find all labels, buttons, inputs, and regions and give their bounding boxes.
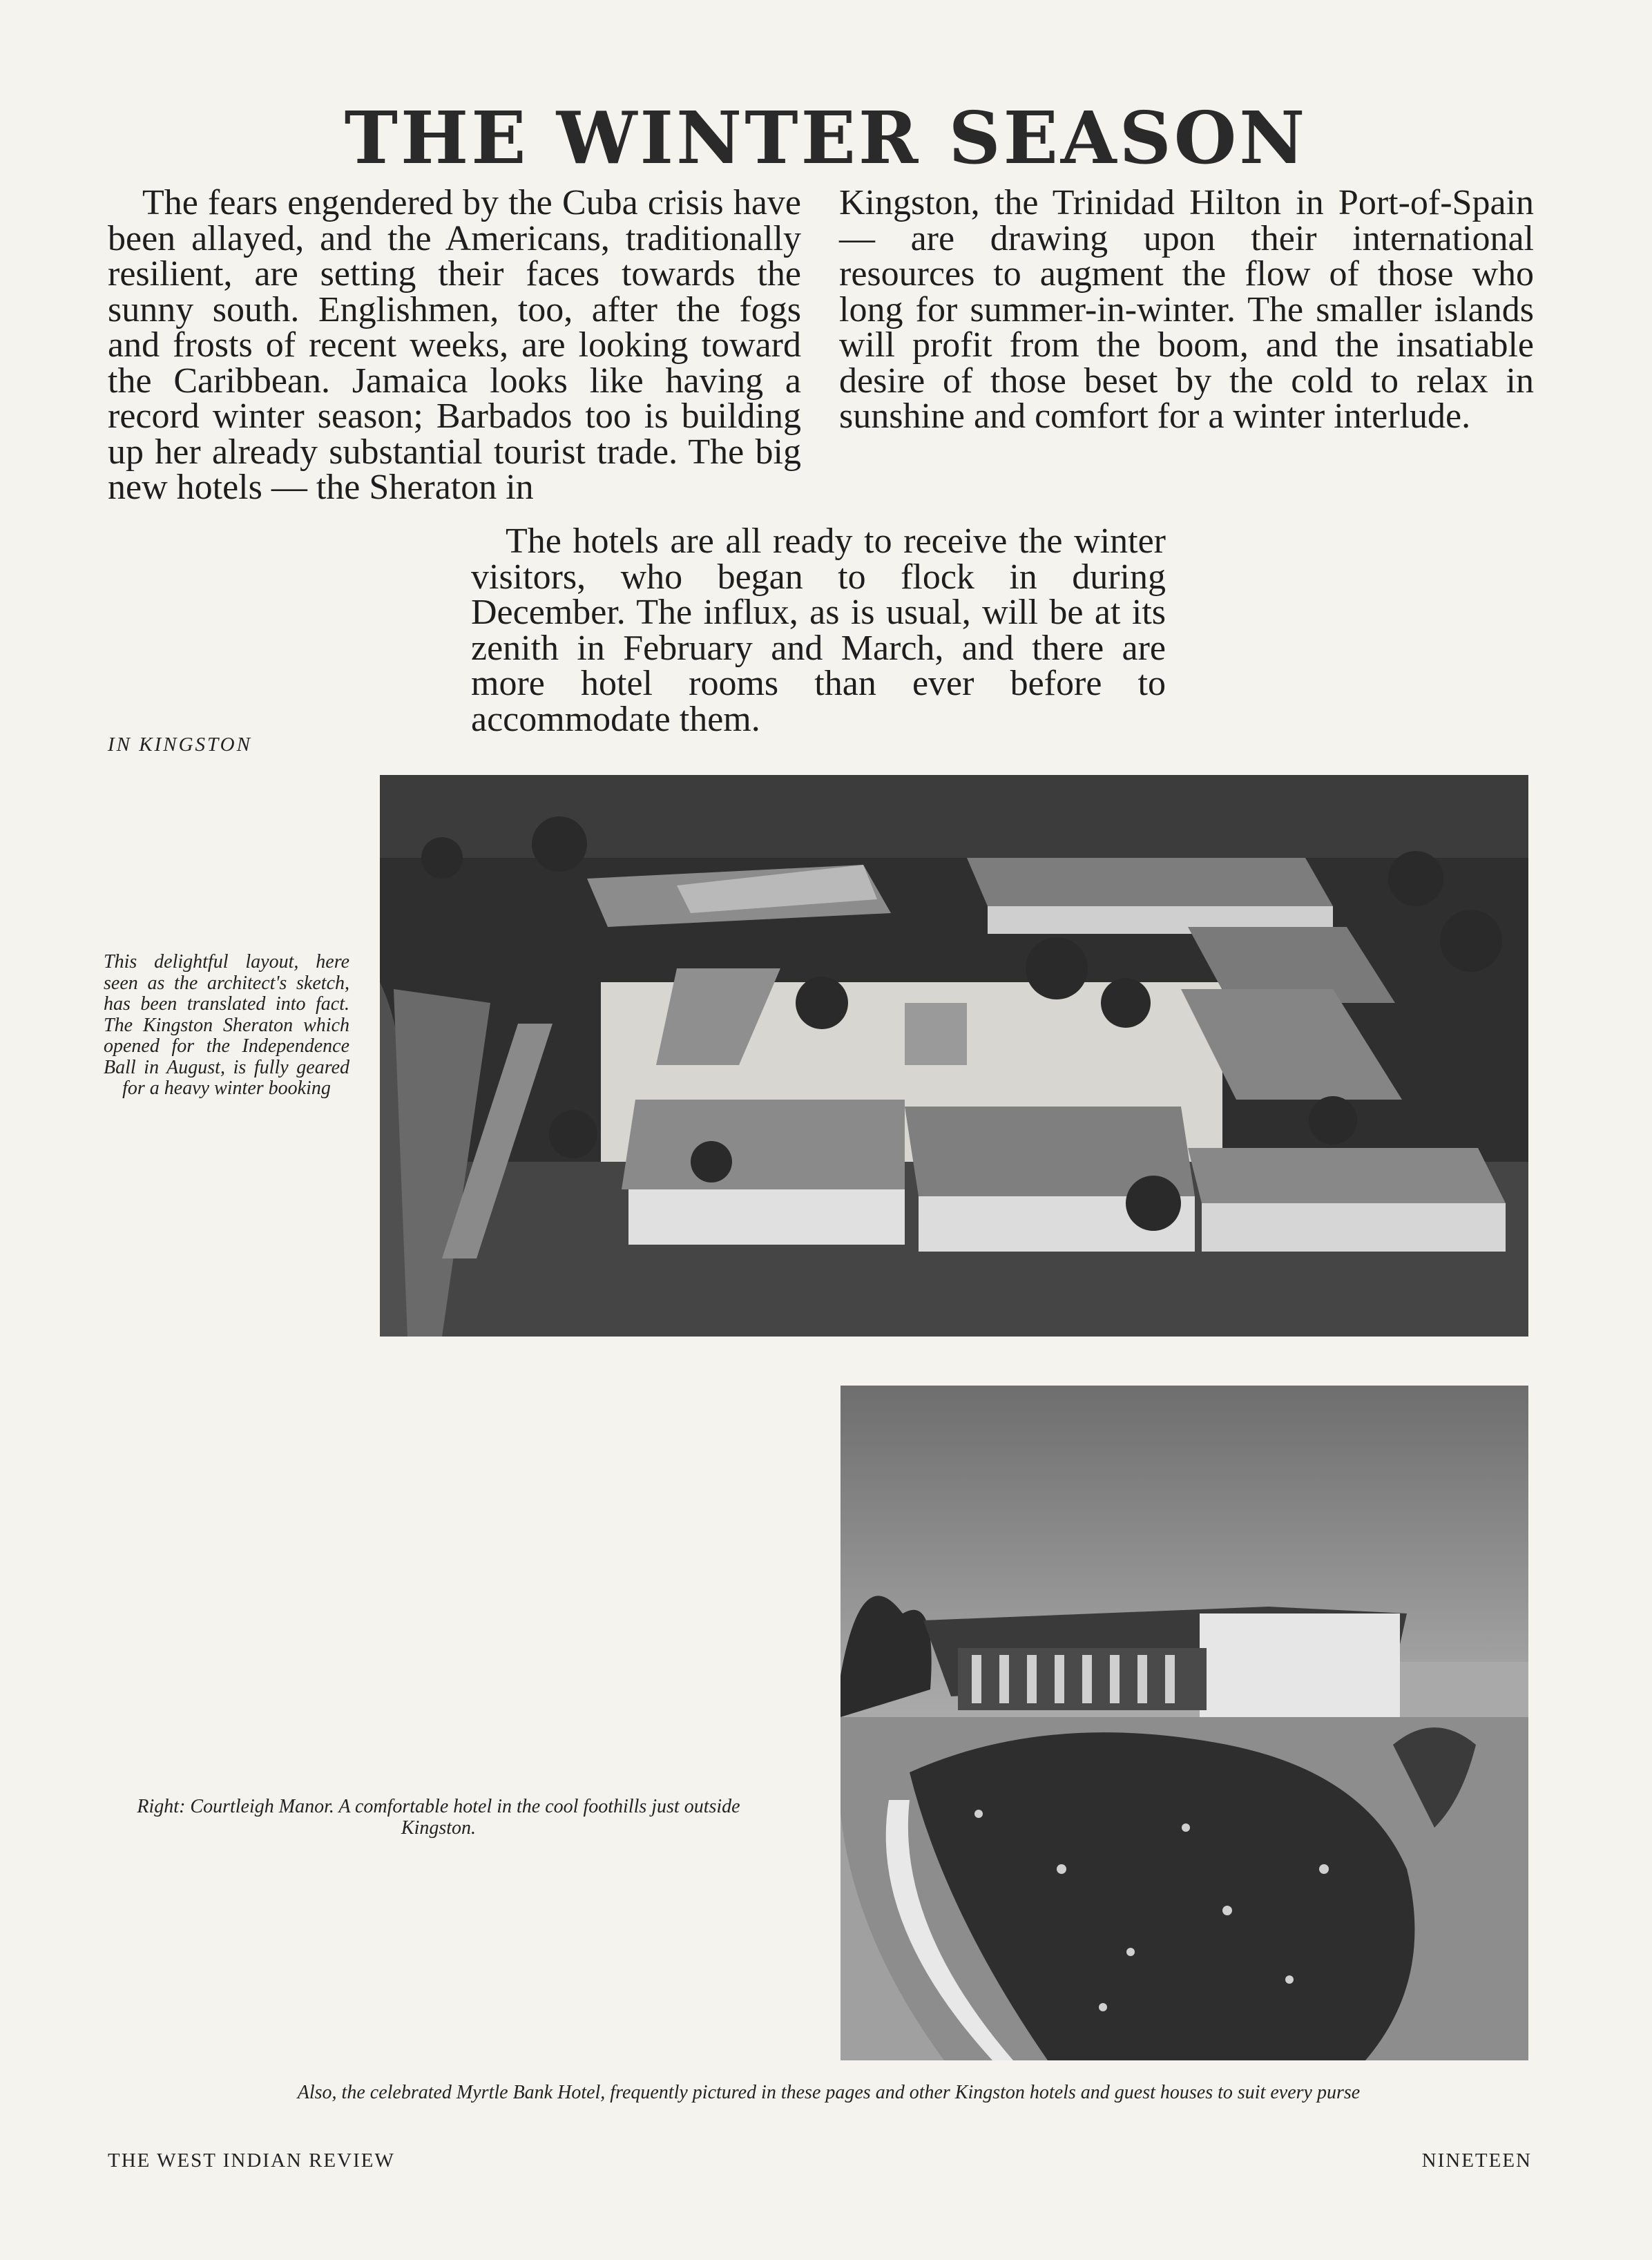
architect-model-image: [380, 775, 1528, 1337]
kingston-sheraton-caption: This delightful layout, here seen as the architect's sketch, has been translated into fact. The Kingston Sheraton which opened for the Independence Ball in August, is fully geared for a heavy winter booking: [104, 951, 349, 1099]
page-number: NINETEEN: [1421, 2149, 1532, 2172]
courtleigh-manor-caption: Right: Courtleigh Manor. A comfortable hotel in the cool foothills just outside Kingston.: [137, 1796, 740, 1839]
courtleigh-manor-photo: [841, 1386, 1528, 2060]
myrtle-bank-caption: Also, the celebrated Myrtle Bank Hotel, frequently pictured in these pages and other Kingston hotels and guest houses to suit every purse: [297, 2082, 1361, 2103]
section-kicker: IN KINGSTON: [108, 734, 252, 756]
publication-name: THE WEST INDIAN REVIEW: [108, 2149, 395, 2172]
courtleigh-manor-image: [841, 1386, 1528, 2060]
intro-left-column: The fears engendered by the Cuba crisis have been allayed, and the Americans, traditionally resilient, are setting their faces towards the sunny south. Englishmen, too, after the fogs and frosts of recent weeks, are looking toward the Caribbean. Jamaica looks like having a record winter season; Barbados too is building up her already substantial tourist trade. The big new hotels — the Sheraton in: [108, 183, 801, 507]
intro-right-column: Kingston, the Trinidad Hilton in Port-of-Spain — are drawing upon their international resources to augment the flow of those who long for summer-in-winter. The smaller islands will profit from the boom, and the insatiable desire of those beset by the cold to relax in sunshine and comfort for a winter interlude.: [839, 183, 1534, 436]
kingston-sheraton-photo: [380, 775, 1528, 1337]
second-paragraph: The hotels are all ready to receive the winter visitors, who began to flock in during December. The influx, as is usual, will be at its zenith in February and March, and there are more hotel rooms than ever before to accommodate them.: [471, 521, 1166, 739]
page-title: THE WINTER SEASON: [344, 95, 1308, 180]
